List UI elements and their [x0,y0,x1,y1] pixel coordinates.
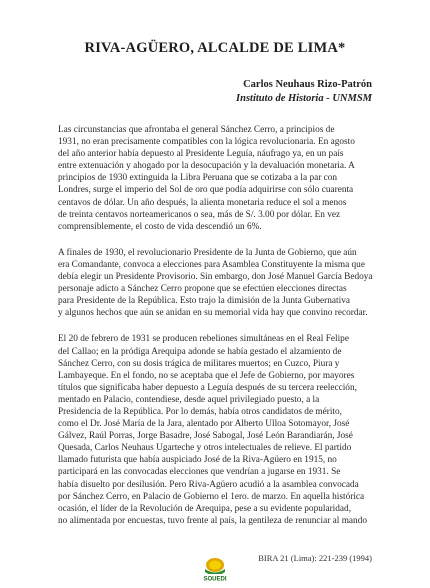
paragraph-line: mentado en Palacio, contendiese, desde aquel privilegiado puesto, a la [58,394,320,405]
paragraph [58,124,386,233]
paragraph-line: debía elegir un Presidente Provisorio. Sin embargo, don José Manuel García Bedoya [58,272,373,283]
author-institution: Instituto de Historia - UNMSM [236,93,372,104]
logo-text: SOUEDI [203,576,227,582]
citation-reference: BIRA 21 (Lima): 221-239 (1994) [258,553,372,563]
paragraph-line: A finales de 1930, el revolucionario Presidente de la Junta de Gobierno, que aún [58,247,357,258]
paragraph-line: títulos que significaba haber depuesto a Leguía después de su tercera reelección, [58,382,357,393]
paragraph-line: del año anterior había depuesto al Presidente Leguía, náufrago ya, en un país [58,149,344,160]
paragraph-line: Gálvez, Raúl Porras, Jorge Basadre, José Sabogal, José León Barandiarán, José [58,431,353,442]
paragraph-line: del Callao; en la pródiga Arequipa adonde se había gestado el alzamiento de [58,346,342,357]
article-body [58,124,386,541]
paragraph-line: y algunos hechos que aún se anidan en su memorial vida hay que convino recordar. [58,308,368,319]
paragraph-line: llamado futurista que había auspiciado José de la Riva-Agüero en 1915, no [58,455,337,466]
paragraph-line: 1931, no eran precisamente compatibles con la lógica revolucionaria. En agosto [58,137,355,148]
article-title: RIVA-AGÜERO, ALCALDE DE LIMA* [84,40,346,56]
author-block [236,78,372,106]
author-name: Carlos Neuhaus Rizo-Patrón [243,79,372,90]
paragraph-line: Presidencia de la República. Por lo demás, había otros candidatos de mérito, [58,406,342,417]
paragraph-line: de treinta centavos norteamericanos o sea, más de S/. 3.00 por dólar. En vez [58,209,341,220]
paragraph-line: participará en las convocadas elecciones que vendrían a jugarse en 1931. Se [58,467,341,478]
paragraph-line: entre extenuación y ahogado por la desocupación y la devaluación monetaria. A [58,161,355,172]
paragraph-line: había disuelto por desilusión. Pero Riva-Agüero acudió a la asamblea convocada [58,479,359,490]
paragraph-line: comprensiblemente, el costo de vida descendió un 6%. [58,221,262,232]
paragraph-line: como el Dr. José María de la Jara, alentado por Alberto Ulloa Sotomayor, José [58,419,350,430]
paragraph-line: por Sánchez Cerro, en Palacio de Gobierno el 1ero. de marzo. En aquella histórica [58,491,365,502]
paragraph-line: personaje adicto a Sánchez Cerro propone que se efectúen elecciones directas [58,284,347,295]
paragraph-line: Lambayeque. En el fondo, no se aceptaba que el Jefe de Gobierno, por mayores [58,370,355,381]
paragraph-line: centavos de dólar. Un año después, la alienta monetaria reduce el sol a menos [58,197,347,208]
paragraph-line: El 20 de febrero de 1931 se producen rebeliones simultáneas en el Real Felipe [58,334,349,345]
paragraph-line: Las circunstancias que afrontaba el general Sánchez Cerro, a principios de [58,125,335,135]
paragraph [58,333,386,527]
publisher-logo [199,556,231,582]
paragraph-line: Londres, surge el imperio del Sol de oro que podía adquirirse con sólo cuarenta [58,185,354,196]
paragraph [58,247,386,320]
paragraph-line: ocasión, el líder de la Revolución de Arequipa, pese a su evidente popularidad, [58,503,352,514]
paragraph-line: Quesada, Carlos Neuhaus Ugarteche y otros intelectuales de relieve. El partido [58,443,352,454]
paragraph-line: era Comandante, convoca a elecciones para Asamblea Constituyente la misma que [58,259,365,270]
paragraph-line: para Presidente de la República. Esto trajo la dimisión de la Junta Gubernativa [58,296,350,307]
paragraph-line: no alimentada por encuestas, tuvo frente al país, la gentileza de renunciar al mando [58,515,367,526]
paragraph-line: Sánchez Cerro, con su dosis trágica de militares muertos; en Cuzco, Piura y [58,358,340,369]
paragraph-line: principios de 1930 extinguida la Libra Peruana que se cotizaba a la par con [58,173,338,184]
